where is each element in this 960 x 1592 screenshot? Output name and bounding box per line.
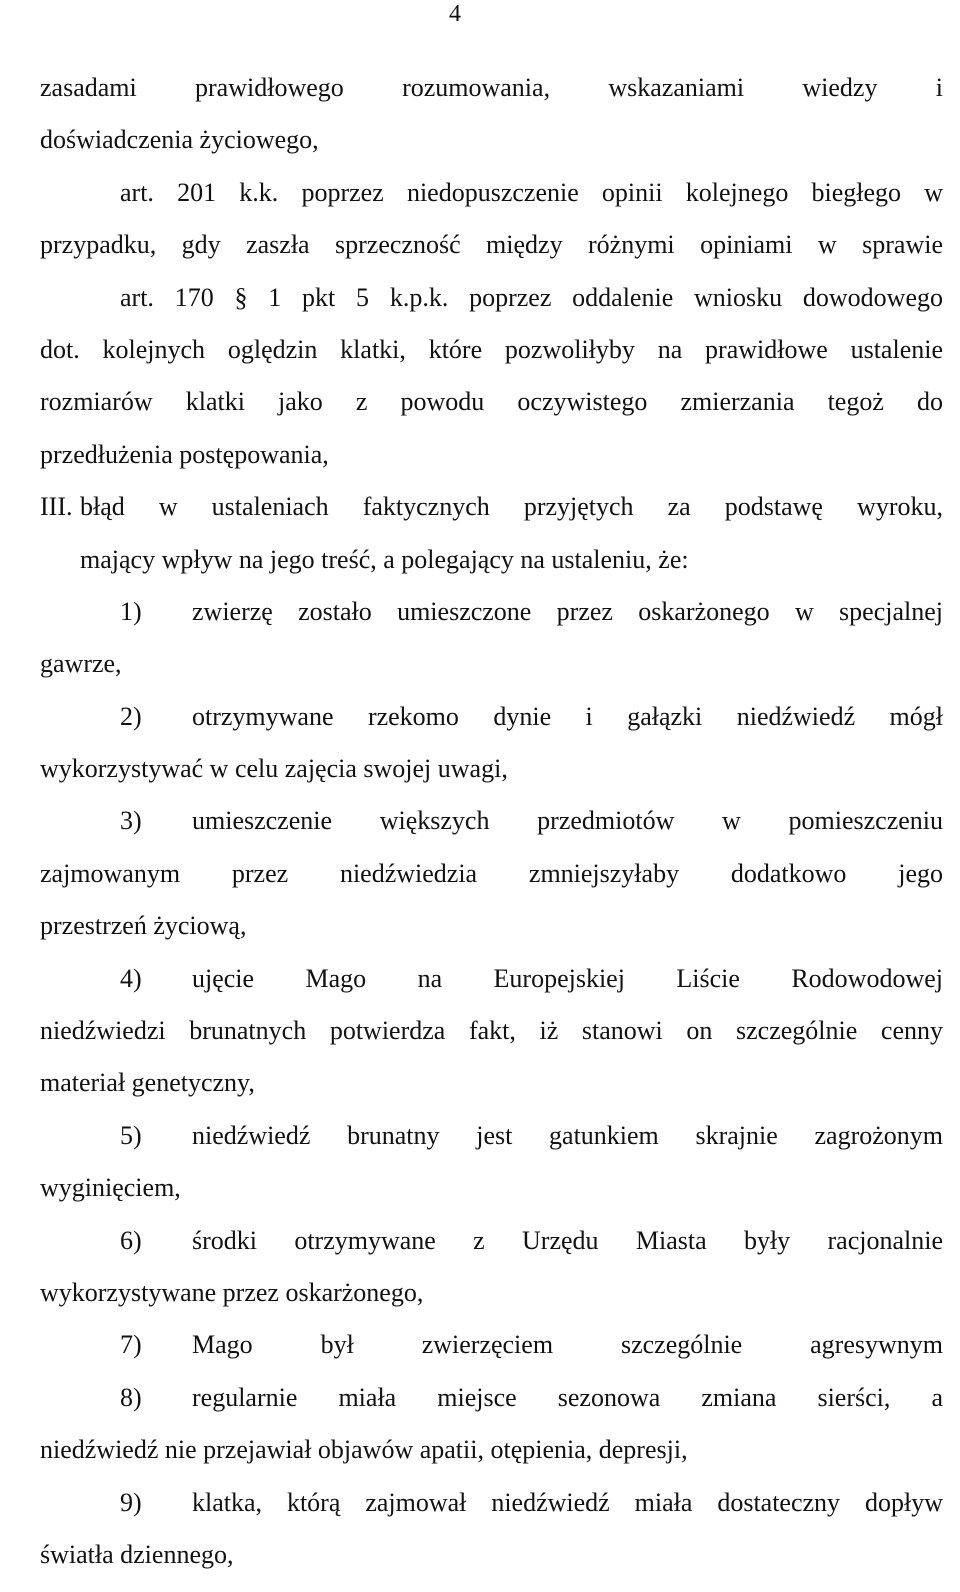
list-item-number: 3) xyxy=(120,806,142,836)
list-item-number: 7) xyxy=(120,1330,142,1360)
list-item-continuation: wykorzystywane przez oskarżonego, xyxy=(40,1277,424,1307)
list-item xyxy=(40,953,943,1005)
list-item xyxy=(40,1319,943,1371)
list-item-text: środki otrzymywane z Urzędu Miasta były racjonalnie xyxy=(192,1225,943,1255)
list-item-continuation: zajmowanym przez niedźwiedzia zmniejszyłaby dodatkowo jego xyxy=(40,858,943,888)
page-number: 4 xyxy=(449,1,461,27)
list-item xyxy=(40,1110,943,1162)
text-line: doświadczenia życiowego, xyxy=(40,125,319,155)
list-item-continuation: wyginięciem, xyxy=(40,1173,181,1203)
list-item-text: klatka, którą zajmował niedźwiedź miała dostateczny dopływ xyxy=(192,1487,943,1517)
list-item-number: 5) xyxy=(120,1120,142,1150)
list-item-continuation: przestrzeń życiową, xyxy=(40,911,247,941)
section-iii-label: III. xyxy=(40,492,73,522)
list-item-number: 8) xyxy=(120,1382,142,1412)
list-item-text: umieszczenie większych przedmiotów w pomieszczeniu xyxy=(192,806,943,836)
list-item-number: 6) xyxy=(120,1225,142,1255)
list-item-number: 1) xyxy=(120,596,142,626)
text-line: błąd w ustaleniach faktycznych przyjętych za podstawę wyroku, xyxy=(80,492,943,522)
findings-list xyxy=(40,586,943,1581)
text-line: dot. kolejnych oględzin klatki, które pozwoliłyby na prawidłowe ustalenie xyxy=(40,334,943,364)
list-item xyxy=(40,795,943,847)
text-line: rozmiarów klatki jako z powodu oczywistego zmierzania tegoż do xyxy=(40,387,943,417)
list-item-text: regularnie miała miejsce sezonowa zmiana sierści, a xyxy=(192,1382,943,1412)
list-item-number: 9) xyxy=(120,1487,142,1517)
text-line: art. 201 k.k. poprzez niedopuszczenie opinii kolejnego biegłego w xyxy=(120,177,943,207)
list-item-continuation: niedźwiedzi brunatnych potwierdza fakt, iż stanowi on szczególnie cenny xyxy=(40,1016,943,1046)
list-item xyxy=(40,586,943,638)
list-item-text: niedźwiedź brunatny jest gatunkiem skrajnie zagrożonym xyxy=(192,1120,943,1150)
document-body xyxy=(40,62,943,1581)
list-item-text: ujęcie Mago na Europejskiej Liście Rodowodowej xyxy=(192,963,943,993)
text-line: przedłużenia postępowania, xyxy=(40,439,329,469)
list-item-text: Mago był zwierzęciem szczególnie agresywnym xyxy=(192,1330,943,1360)
list-item-continuation: światła dziennego, xyxy=(40,1539,234,1569)
list-item xyxy=(40,691,943,743)
text-line: przypadku, gdy zaszła sprzeczność między różnymi opiniami w sprawie xyxy=(40,230,943,260)
list-item-text: zwierzę zostało umieszczone przez oskarżonego w specjalnej xyxy=(192,596,943,626)
list-item-continuation: materiał genetyczny, xyxy=(40,1068,255,1098)
list-item-number: 4) xyxy=(120,963,142,993)
list-item-number: 2) xyxy=(120,701,142,731)
list-item xyxy=(40,1372,943,1424)
text-line: mający wpływ na jego treść, a polegający na ustaleniu, że: xyxy=(80,544,689,574)
list-item-continuation: gawrze, xyxy=(40,649,122,679)
text-line: art. 170 § 1 pkt 5 k.p.k. poprzez oddalenie wniosku dowodowego xyxy=(120,282,943,312)
section-iii-heading xyxy=(40,481,943,533)
list-item-continuation: wykorzystywać w celu zajęcia swojej uwagi, xyxy=(40,754,508,784)
list-item-text: otrzymywane rzekomo dynie i gałązki niedźwiedź mógł xyxy=(192,701,943,731)
list-item-continuation: niedźwiedź nie przejawiał objawów apatii, otępienia, depresji, xyxy=(40,1435,688,1465)
text-line: zasadami prawidłowego rozumowania, wskazaniami wiedzy i xyxy=(40,73,943,102)
list-item xyxy=(40,1215,943,1267)
list-item xyxy=(40,1477,943,1529)
